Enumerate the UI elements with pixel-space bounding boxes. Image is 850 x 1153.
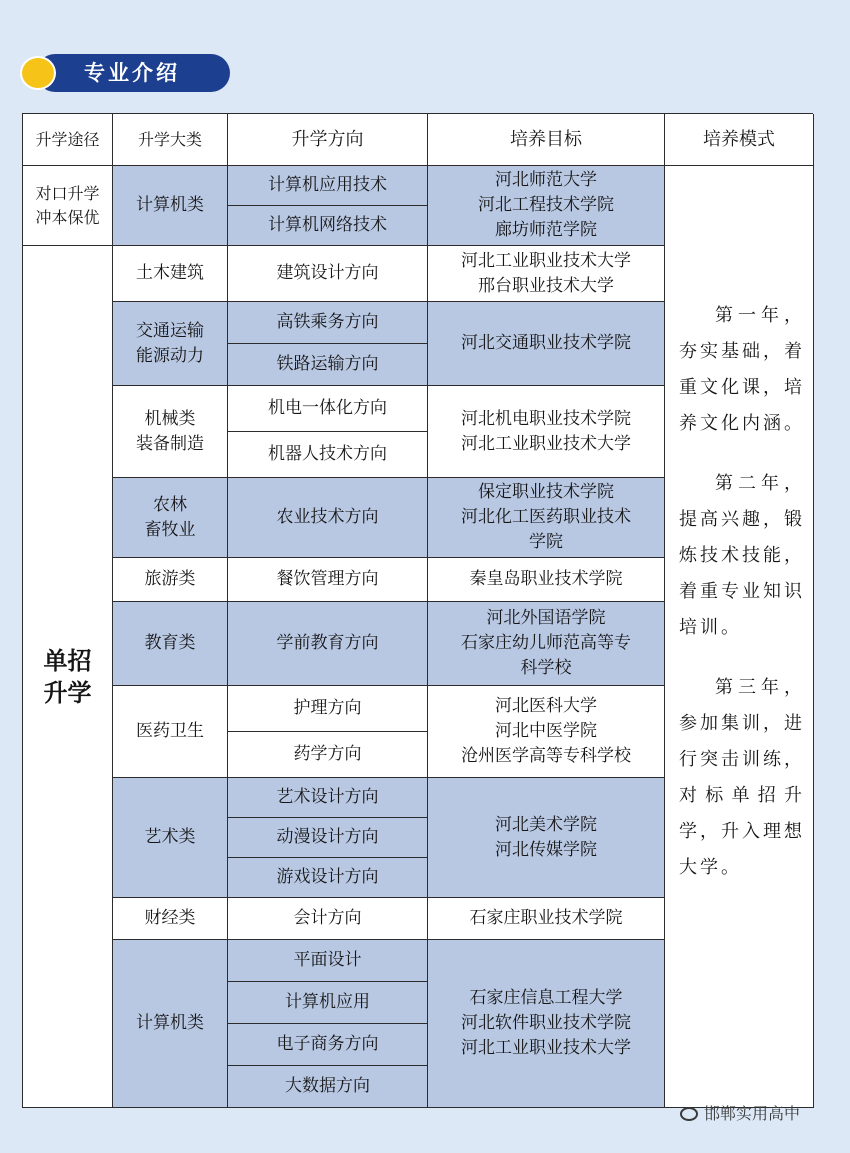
target-line: 河北交通职业技术学院	[461, 333, 631, 353]
target-cell	[428, 898, 665, 940]
category-cell	[113, 898, 228, 940]
category-line: 能源动力	[136, 345, 204, 366]
category-cell	[113, 940, 228, 1108]
target-cell	[428, 386, 665, 478]
header-cell: 升学方向	[228, 114, 428, 166]
target-line: 科学校	[520, 658, 572, 678]
direction-cell: 平面设计	[228, 940, 428, 982]
category-cell	[113, 478, 228, 558]
target-line: 保定职业技术学院	[478, 482, 614, 502]
path-cell	[23, 246, 113, 1108]
direction-cell: 餐饮管理方向	[228, 558, 428, 602]
target-line: 石家庄幼儿师范高等专	[461, 633, 631, 653]
direction-cell: 建筑设计方向	[228, 246, 428, 302]
category-line: 财经类	[144, 908, 196, 928]
direction-cell: 铁路运输方向	[228, 344, 428, 386]
category-cell	[113, 686, 228, 778]
category-line: 医药卫生	[136, 721, 204, 741]
target-line: 河北工程技术学院	[478, 195, 614, 215]
target-line: 河北化工医药职业技术	[461, 507, 631, 527]
path-line: 单招	[43, 646, 92, 675]
direction-cell: 高铁乘务方向	[228, 302, 428, 344]
target-line: 河北传媒学院	[495, 839, 597, 860]
target-line: 秦皇岛职业技术学院	[469, 569, 623, 589]
header-cell: 培养模式	[665, 114, 814, 166]
category-line: 土木建筑	[136, 263, 204, 283]
direction-cell: 计算机应用	[228, 982, 428, 1024]
target-cell	[428, 166, 665, 246]
watermark-text: 邯郸实用高中	[704, 1104, 801, 1123]
target-line: 河北中医学院	[495, 721, 597, 741]
direction-cell: 计算机网络技术	[228, 206, 428, 246]
header-cell: 升学大类	[113, 114, 228, 166]
target-line: 石家庄职业技术学院	[469, 908, 623, 928]
target-line: 河北美术学院	[495, 814, 597, 835]
path-line: 冲本保优	[35, 207, 100, 227]
header-cell: 培养目标	[428, 114, 665, 166]
category-cell	[113, 386, 228, 478]
target-cell	[428, 246, 665, 302]
target-line: 廊坊师范学院	[495, 220, 597, 240]
banner-dot-icon	[20, 56, 56, 90]
target-line: 河北工业职业技术大学	[461, 1038, 631, 1058]
direction-cell: 艺术设计方向	[228, 778, 428, 818]
category-line: 农林	[153, 494, 187, 515]
training-model-paragraph: 第三年，参加集训，进行突击训练，对标单招升学，升入理想大学。	[679, 677, 805, 878]
target-line: 河北外国语学院	[486, 608, 606, 628]
target-cell	[428, 478, 665, 558]
direction-cell: 机器人技术方向	[228, 432, 428, 478]
category-line: 计算机类	[136, 195, 204, 215]
target-line: 邢台职业技术大学	[478, 275, 614, 296]
target-cell	[428, 558, 665, 602]
category-cell	[113, 778, 228, 898]
target-line: 学院	[529, 532, 563, 552]
category-cell	[113, 302, 228, 386]
target-cell	[428, 602, 665, 686]
direction-cell: 游戏设计方向	[228, 858, 428, 898]
direction-cell: 护理方向	[228, 686, 428, 732]
path-line: 对口升学	[35, 183, 100, 203]
category-line: 旅游类	[144, 569, 196, 589]
target-line: 河北机电职业技术学院	[461, 408, 631, 429]
direction-cell: 电子商务方向	[228, 1024, 428, 1066]
category-cell	[113, 602, 228, 686]
direction-cell: 机电一体化方向	[228, 386, 428, 432]
major-table	[22, 113, 813, 1108]
direction-cell: 学前教育方向	[228, 602, 428, 686]
wechat-icon	[680, 1107, 698, 1121]
category-line: 交通运输	[136, 320, 204, 341]
category-line: 计算机类	[136, 1013, 204, 1033]
path-cell	[23, 166, 113, 246]
target-line: 石家庄信息工程大学	[469, 988, 623, 1008]
direction-cell: 会计方向	[228, 898, 428, 940]
category-line: 机械类	[144, 408, 196, 429]
direction-cell: 大数据方向	[228, 1066, 428, 1108]
direction-cell: 计算机应用技术	[228, 166, 428, 206]
path-line: 升学	[43, 678, 92, 707]
training-model-cell	[665, 166, 814, 1108]
target-line: 河北工业职业技术大学	[461, 250, 631, 271]
target-line: 河北工业职业技术大学	[461, 433, 631, 454]
target-cell	[428, 940, 665, 1108]
category-cell	[113, 166, 228, 246]
target-cell	[428, 302, 665, 386]
direction-cell: 动漫设计方向	[228, 818, 428, 858]
training-model-paragraph: 第二年，提高兴趣，锻炼技术技能，着重专业知识培训。	[679, 473, 805, 638]
category-cell	[113, 246, 228, 302]
direction-cell: 药学方向	[228, 732, 428, 778]
target-cell	[428, 778, 665, 898]
target-line: 河北医科大学	[495, 696, 597, 716]
header-cell: 升学途径	[23, 114, 113, 166]
category-line: 装备制造	[136, 433, 204, 454]
section-banner	[20, 54, 230, 92]
direction-cell: 农业技术方向	[228, 478, 428, 558]
category-line: 畜牧业	[144, 519, 196, 540]
category-line: 教育类	[144, 633, 196, 653]
target-line: 河北软件职业技术学院	[461, 1013, 631, 1033]
target-cell	[428, 686, 665, 778]
target-line: 沧州医学高等专科学校	[461, 746, 631, 766]
training-model-paragraph: 第一年，夯实基础，着重文化课，培养文化内涵。	[679, 305, 805, 434]
page-title: 专业介绍	[84, 61, 180, 85]
category-line: 艺术类	[144, 827, 196, 847]
category-cell	[113, 558, 228, 602]
watermark	[680, 1101, 800, 1127]
target-line: 河北师范大学	[495, 170, 597, 190]
